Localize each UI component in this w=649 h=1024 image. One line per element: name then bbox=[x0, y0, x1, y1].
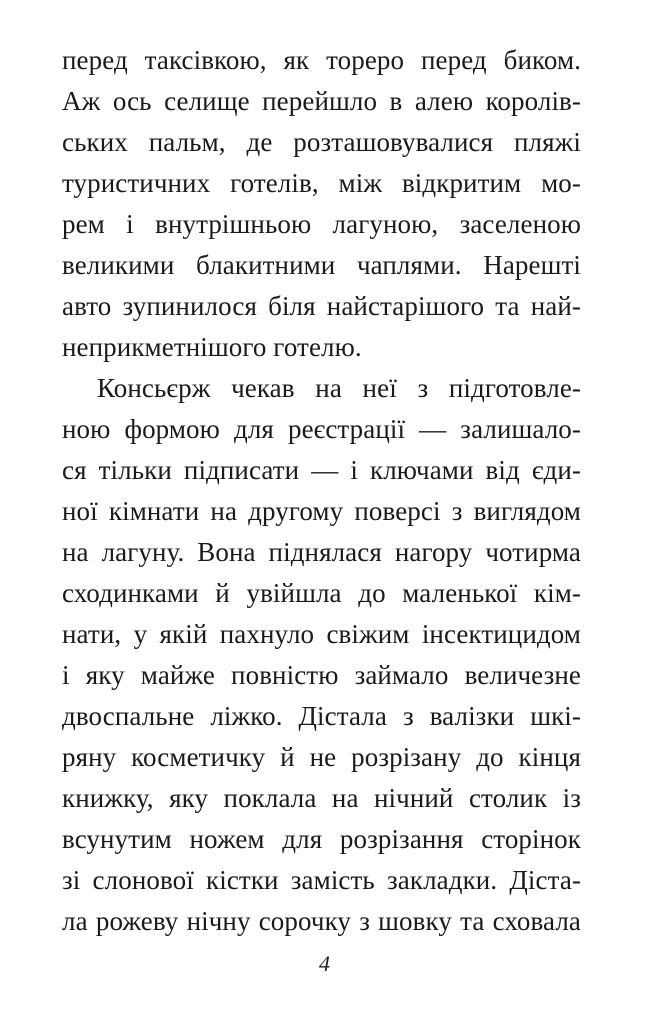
text-line: авто зупинилося біля найстарішого та най- bbox=[62, 291, 581, 321]
text-line: двоспальне ліжко. Дістала з валізки шкі- bbox=[62, 701, 581, 731]
page-number: 4 bbox=[319, 951, 330, 976]
body-text bbox=[62, 40, 581, 942]
text-line: перед таксівкою, як тореро перед биком. bbox=[62, 45, 581, 75]
text-line: нати, у якій пахнуло свіжим інсектицидом bbox=[62, 619, 581, 649]
text-line: ряну косметичку й не розрізану до кінця bbox=[62, 742, 581, 772]
text-line: рем і внутрішньою лагуною, заселеною bbox=[62, 209, 581, 239]
text-line: ної кімнати на другому поверсі з виглядом bbox=[62, 496, 581, 526]
text-line: книжку, яку поклала на нічний столик із bbox=[62, 783, 581, 813]
text-line: великими блакитними чаплями. Нарешті bbox=[62, 250, 581, 280]
text-line: ся тільки підписати — і ключами від єди- bbox=[62, 455, 581, 485]
text-line: ла рожеву нічну сорочку з шовку та сховала bbox=[62, 906, 581, 936]
text-line: і яку майже повністю займало величезне bbox=[62, 660, 581, 690]
text-line: туристичних готелів, між відкритим мо- bbox=[62, 168, 581, 198]
text-line: на лагуну. Вона піднялася нагору чотирма bbox=[62, 537, 581, 567]
text-line: сходинками й увійшла до маленької кім- bbox=[62, 578, 581, 608]
text-line: Аж ось селище перейшло в алею королів- bbox=[62, 86, 581, 116]
text-line: Консьєрж чекав на неї з підготовле- bbox=[97, 373, 581, 403]
text-line: зі слонової кістки замість закладки. Діста- bbox=[62, 865, 581, 895]
text-line: ських пальм, де розташовувалися пляжі bbox=[62, 127, 581, 157]
text-line: всунутим ножем для розрізання сторінок bbox=[62, 824, 581, 854]
text-line: ною формою для реєстрації — залишало- bbox=[62, 414, 581, 444]
text-line: неприкметнішого готелю. bbox=[62, 332, 362, 362]
